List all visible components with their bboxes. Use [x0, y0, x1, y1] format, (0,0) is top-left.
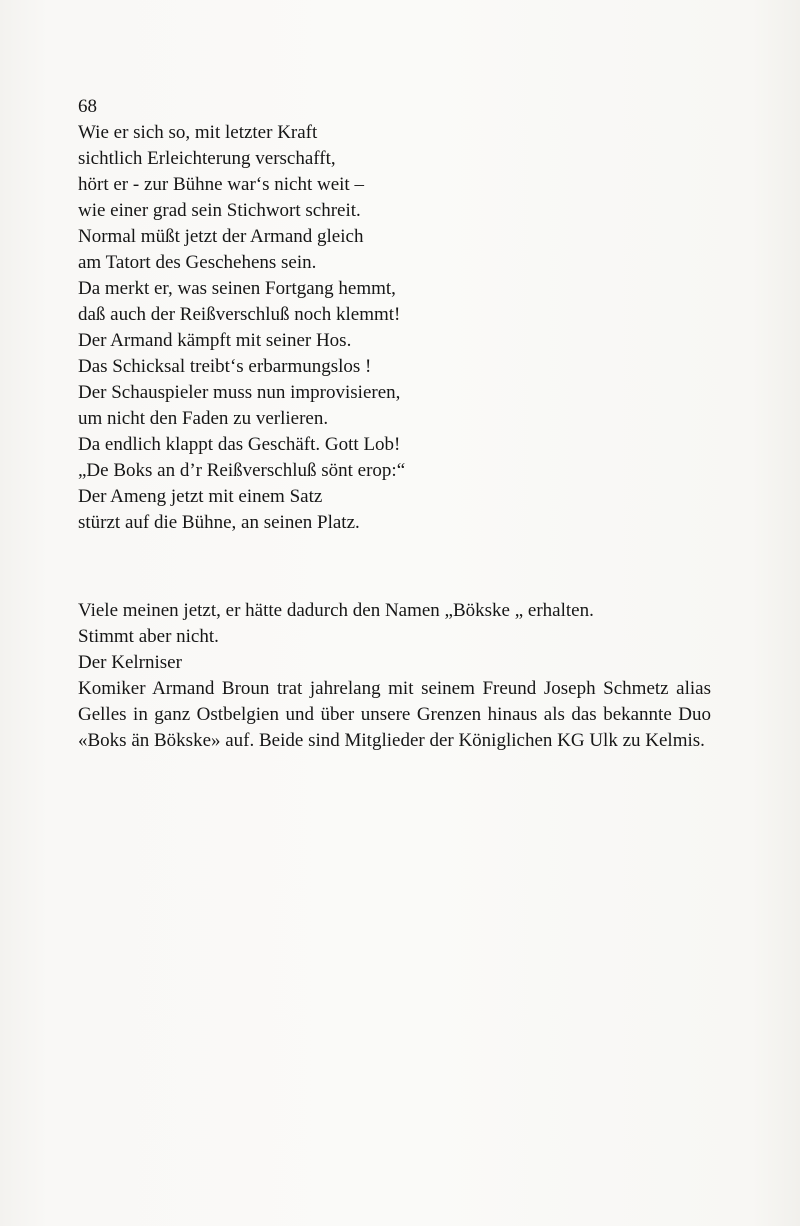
poem-line: hört er - zur Bühne war‘s nicht weit –: [78, 174, 364, 195]
page-number: 68: [78, 96, 97, 117]
poem-line: um nicht den Faden zu verlieren.: [78, 408, 329, 429]
poem-line: Wie er sich so, mit letzter Kraft: [78, 122, 318, 143]
poem-line: Der Schauspieler muss nun improvisieren,: [78, 382, 401, 403]
poem: [78, 120, 578, 536]
poem-line: Der Ameng jetzt mit einem Satz: [78, 486, 323, 507]
poem-line: daß auch der Reißverschluß noch klemmt!: [78, 304, 401, 325]
bio-paragraph: Komiker Armand Broun trat jahrelang mit seinem Freund Joseph Schmetz alias Gelles in ganz Ostbelgien und über unsere Grenzen hinaus als das bekannte Duo «Boks än Bökske» auf. Beide sind Mitglieder der Königlichen KG Ulk zu Kelmis.: [78, 678, 711, 751]
poem-line: Der Armand kämpft mit seiner Hos.: [78, 330, 352, 351]
poem-line: Das Schicksal treibt‘s erbarmungslos !: [78, 356, 372, 377]
poem-line: „De Boks an d’r Reißverschluß sönt erop:“: [78, 460, 406, 481]
poem-line: sichtlich Erleichterung verschafft,: [78, 148, 336, 169]
prose-line: Stimmt aber nicht.: [78, 626, 219, 647]
prose-line: Viele meinen jetzt, er hätte dadurch den Namen „Bökske „ erhalten.: [78, 600, 594, 621]
prose-block: [78, 598, 711, 676]
poem-line: am Tatort des Geschehens sein.: [78, 252, 317, 273]
poem-line: stürzt auf die Bühne, an seinen Platz.: [78, 512, 360, 533]
poem-line: wie einer grad sein Stichwort schreit.: [78, 200, 361, 221]
poem-line: Normal müßt jetzt der Armand gleich: [78, 226, 364, 247]
poem-line: Da endlich klappt das Geschäft. Gott Lob!: [78, 434, 401, 455]
prose-line: Der Kelrniser: [78, 652, 182, 673]
poem-line: Da merkt er, was seinen Fortgang hemmt,: [78, 278, 396, 299]
